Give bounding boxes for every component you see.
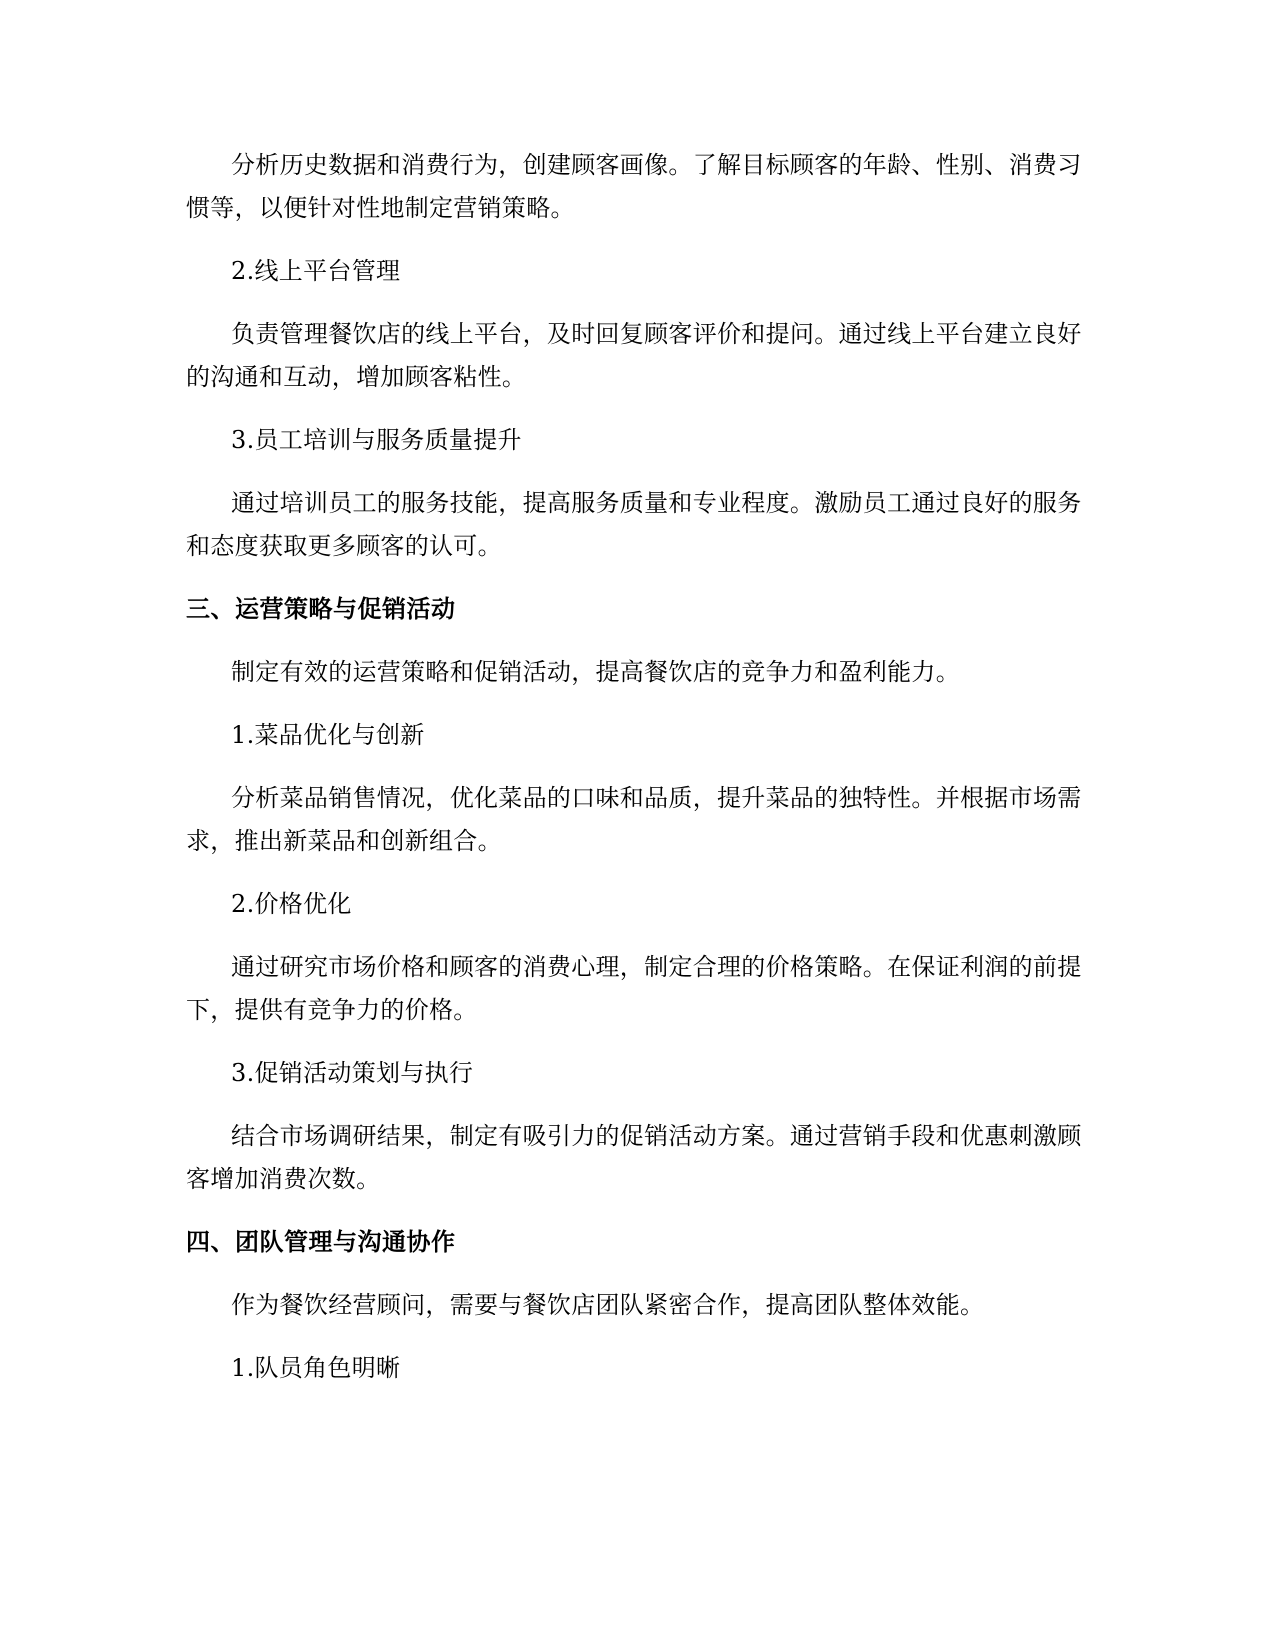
section-heading-team-management: 四、团队管理与沟通协作	[186, 1228, 456, 1256]
paragraph-customer-profile: 分析历史数据和消费行为，创建顾客画像。了解目标顾客的年龄、性别、消费习惯等，以便针对性地制定营销策略。	[186, 151, 1082, 222]
paragraph-staff-training: 通过培训员工的服务技能，提高服务质量和专业程度。激励员工通过良好的服务和态度获取更多顾客的认可。	[186, 489, 1082, 560]
subheading-staff-training: 3.员工培训与服务质量提升	[231, 426, 522, 454]
subheading-team-roles: 1.队员角色明晰	[231, 1354, 401, 1382]
subheading-promotion-planning: 3.促销活动策划与执行	[231, 1059, 474, 1087]
paragraph-promotion-planning: 结合市场调研结果，制定有吸引力的促销活动方案。通过营销手段和优惠刺激顾客增加消费次数。	[186, 1122, 1082, 1193]
subheading-online-platform: 2.线上平台管理	[231, 257, 401, 285]
subheading-price-optimization: 2.价格优化	[231, 890, 352, 918]
paragraph-dish-innovation: 分析菜品销售情况，优化菜品的口味和品质，提升菜品的独特性。并根据市场需求，推出新菜品和创新组合。	[186, 784, 1082, 855]
paragraph-price-optimization: 通过研究市场价格和顾客的消费心理，制定合理的价格策略。在保证利润的前提下，提供有竞争力的价格。	[186, 953, 1082, 1024]
paragraph-operations-intro: 制定有效的运营策略和促销活动，提高餐饮店的竞争力和盈利能力。	[231, 658, 960, 686]
paragraph-team-intro: 作为餐饮经营顾问，需要与餐饮店团队紧密合作，提高团队整体效能。	[231, 1291, 985, 1319]
section-heading-operations: 三、运营策略与促销活动	[186, 595, 456, 623]
paragraph-online-platform: 负责管理餐饮店的线上平台，及时回复顾客评价和提问。通过线上平台建立良好的沟通和互动，增加顾客粘性。	[186, 320, 1082, 391]
subheading-dish-innovation: 1.菜品优化与创新	[231, 721, 425, 749]
document-body	[186, 144, 1086, 1410]
